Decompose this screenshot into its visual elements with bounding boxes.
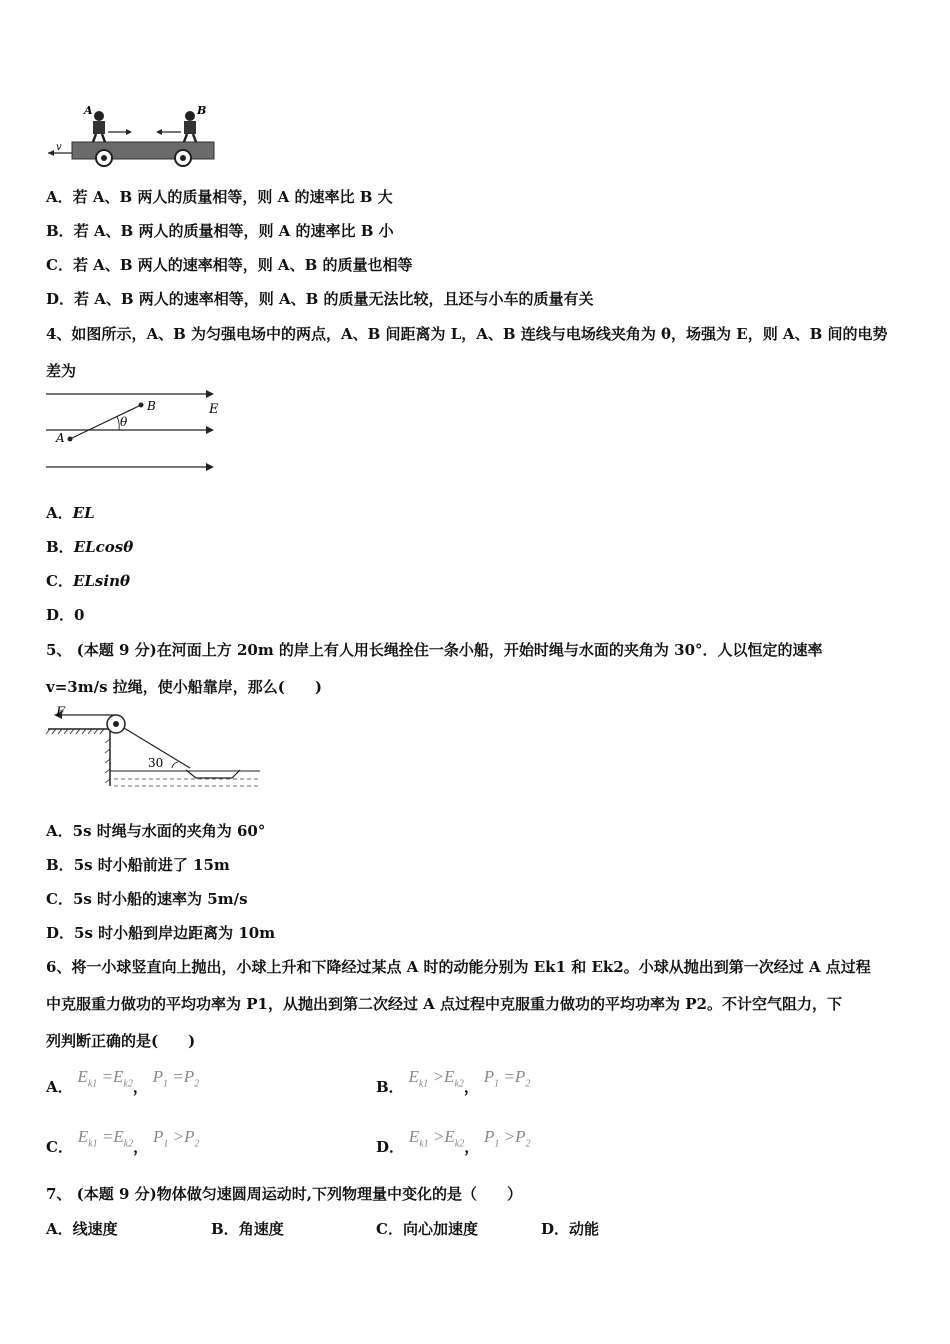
- q7-option-d: D．动能: [541, 1220, 600, 1238]
- q5-option-c: C．5s 时小船的速率为 5m/s: [46, 890, 248, 908]
- label-a: A: [56, 431, 65, 445]
- label-b: B: [197, 104, 207, 117]
- label-theta: θ: [120, 415, 128, 429]
- q7-option-b: B．角速度: [211, 1220, 284, 1238]
- q4-option-b: B．ELcosθ: [46, 538, 134, 556]
- cart-body: [72, 142, 214, 159]
- q4-stem-line1: 4、如图所示，A、B 为匀强电场中的两点，A、B 间距离为 L，A、B 连线与电场线夹角为 θ，场强为 E，则 A、B 间的电势: [46, 325, 888, 343]
- q7-option-a: A．线速度: [46, 1220, 118, 1238]
- label-angle: 30: [148, 756, 164, 770]
- q4-option-d: D．0: [46, 606, 85, 624]
- label-a: A: [84, 104, 93, 117]
- q7-stem: 7、 (本题 9 分)物体做匀速圆周运动时,下列物理量中变化的是（ ）: [46, 1185, 522, 1203]
- q6-option-c: C． $E_{k1} =E_{k2}$， $P_1 >P_2$: [46, 1127, 200, 1156]
- q6-stem-line2: 中克服重力做功的平均功率为 P1，从抛出到第二次经过 A 点过程中克服重力做功的平均功率为 P2。不计空气阻力，下: [46, 995, 842, 1013]
- label-v: v: [56, 142, 62, 153]
- q5-option-a: A．5s 时绳与水面的夹角为 60°: [46, 822, 266, 840]
- q5-boat-figure: [44, 704, 269, 794]
- q3-cart-figure: [44, 100, 224, 170]
- person-a-icon: [93, 111, 105, 142]
- q5-option-d: D．5s 时小船到岸边距离为 10m: [46, 924, 276, 942]
- q5-option-b: B．5s 时小船前进了 15m: [46, 856, 230, 874]
- label-e: E: [209, 402, 219, 417]
- q6-option-a: A． $E_{k1} =E_{k2}$， $P_1 =P_2$: [46, 1067, 200, 1096]
- q5-stem-line1: 5、 (本题 9 分)在河面上方 20m 的岸上有人用长绳拴住一条小船，开始时绳与水面的夹角为 30°．人以恒定的速率: [46, 641, 823, 659]
- q3-option-d: D．若 A、B 两人的速率相等，则 A、B 的质量无法比较，且还与小车的质量有关: [46, 290, 594, 308]
- q4-option-c: C．ELsinθ: [46, 572, 130, 590]
- label-f: F: [56, 705, 66, 720]
- q4-field-figure: [44, 386, 234, 476]
- q6-option-d: D． $E_{k1} >E_{k2}$， $P_1 >P_2$: [376, 1127, 531, 1156]
- q6-stem-line1: 6、将一小球竖直向上抛出，小球上升和下降经过某点 A 时的动能分别为 Ek1 和 Ek2。小球从抛出到第一次经过 A 点过程: [46, 958, 871, 976]
- q4-option-a: A．EL: [46, 504, 95, 522]
- q4-stem-line2: 差为: [46, 362, 77, 380]
- q6-stem-line3: 列判断正确的是( ): [46, 1032, 196, 1050]
- q3-option-b: B．若 A、B 两人的质量相等，则 A 的速率比 B 小: [46, 222, 394, 240]
- q3-option-c: C．若 A、B 两人的速率相等，则 A、B 的质量也相等: [46, 256, 413, 274]
- q5-stem-line2: v=3m/s 拉绳，使小船靠岸，那么( ): [46, 678, 322, 696]
- segment-ab: [70, 405, 141, 439]
- q7-option-c: C．向心加速度: [376, 1220, 478, 1238]
- q6-option-b: B． $E_{k1} >E_{k2}$， $P_1 =P_2$: [376, 1067, 531, 1096]
- q3-option-a: A．若 A、B 两人的质量相等，则 A 的速率比 B 大: [46, 188, 393, 206]
- label-b: B: [147, 399, 156, 413]
- person-b-icon: [184, 111, 196, 142]
